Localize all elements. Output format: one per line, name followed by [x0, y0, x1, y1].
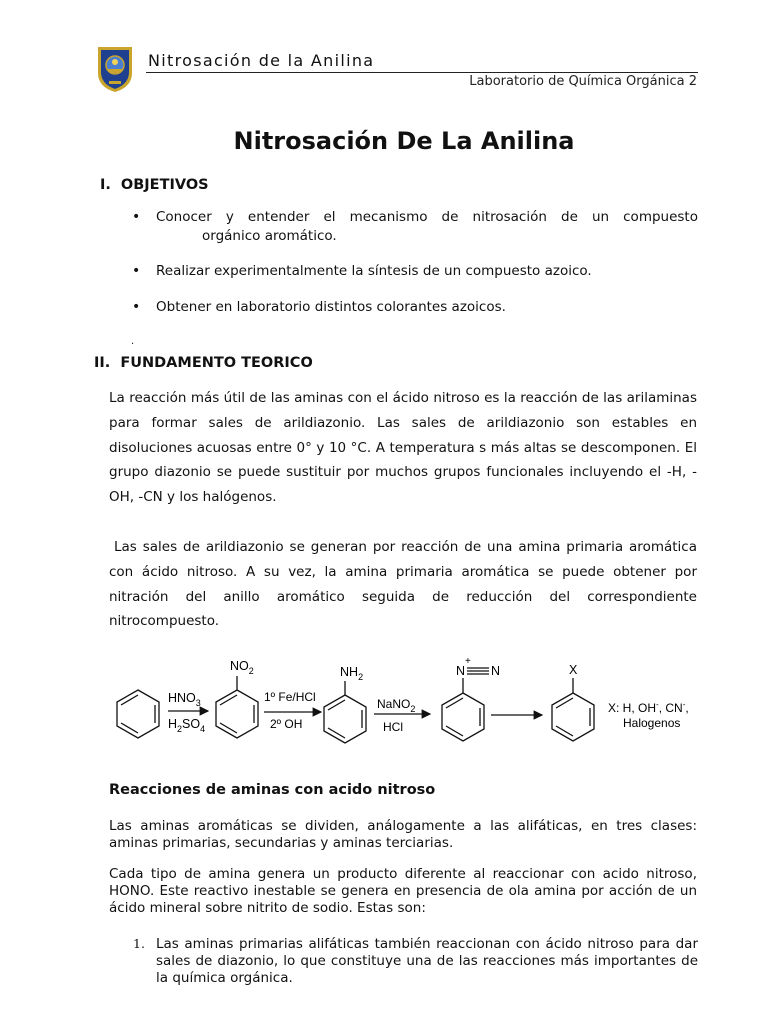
section-title: OBJETIVOS — [120, 177, 209, 193]
section-fundamento-heading — [94, 355, 313, 371]
objectives-list — [130, 208, 698, 317]
benzene-ring — [117, 690, 159, 738]
reagent-label: $HNO_3$ — [168, 691, 201, 708]
stray-dot: . — [131, 336, 135, 347]
university-logo — [96, 43, 134, 93]
substituent-list: X: H, OH-, CN-, — [608, 700, 689, 715]
amine-types-list — [133, 936, 698, 986]
list-item — [133, 936, 698, 986]
reaction-scheme — [104, 652, 704, 752]
reagent-label: HCl — [383, 720, 403, 734]
list-item — [130, 208, 698, 246]
list-number: 1. — [133, 936, 145, 951]
paragraph-2: Las sales de arildiazonio se generan por reacción de una amina primaria aromática con ácido nitroso. A su vez, la amina primaria aromática se puede obtener por nitración del anillo aromático seguida de reducción del correspondiente nitrocompuesto. — [109, 539, 697, 630]
diazonium-charge: + — [465, 656, 471, 667]
section-number: I. — [100, 177, 111, 193]
paragraph-3: Las aminas aromáticas se dividen, análogamente a las alifáticas, en tres clases: aminas primarias, secundarias y aminas terciarias. — [109, 818, 697, 851]
header-divider — [146, 72, 698, 73]
substituent-list-line2: Halogenos — [623, 716, 681, 730]
diazonium-n1: N — [456, 664, 466, 678]
reagent-label: 2º OH — [270, 717, 303, 731]
product-ring — [552, 678, 594, 741]
objective-text: Obtener en laboratorio distintos colorantes azoicos. — [156, 299, 506, 315]
nitrobenzene-ring — [216, 676, 258, 738]
header-subtitle: Laboratorio de Química Orgánica 2 — [469, 74, 697, 89]
substituent-label: X — [569, 663, 578, 677]
list-item — [130, 298, 698, 317]
objective-line-2: orgánico aromático. — [202, 228, 337, 244]
objective-line-1: • Conocer y entender el mecanismo de nitrosación de un compuesto — [156, 209, 698, 225]
list-item — [130, 262, 698, 281]
amine-group-label: $NH_2$ — [340, 665, 364, 682]
subsection-heading: Reacciones de aminas con acido nitroso — [109, 782, 436, 798]
paragraph-1: La reacción más útil de las aminas con el ácido nitroso es la reacción de las arilaminas para formar sales de arildiazonio. Las sales de arildiazonio son estables en disoluciones acuosas entre 0° y 10 °C. A temperatura s más altas se descomponen. El grupo diazonio se puede sustituir por muchos grupos funcionales incluyendo el -H, -OH, -CN y los halógenos. — [109, 390, 697, 506]
section-number: II. — [94, 355, 111, 371]
aniline-ring — [324, 681, 366, 743]
header-title: Nitrosación de la Anilina — [148, 51, 375, 70]
diazonium-ring — [442, 668, 489, 741]
reagent-label: 1º Fe/HCl — [264, 690, 316, 704]
paragraph-4: Cada tipo de amina genera un producto diferente al reaccionar con acido nitroso, HONO. Este reactivo inestable se genera en presencia de ola amina por acción de un ácido mineral sobre nitrito de sodio. Estas son: — [109, 866, 697, 916]
reagent-label: $H_2SO_4$ — [168, 717, 206, 734]
document-title: Nitrosación De La Anilina — [233, 127, 575, 155]
nitro-group-label: $NO_2$ — [230, 659, 254, 676]
objective-text: Realizar experimentalmente la síntesis de un compuesto azoico. — [156, 263, 592, 279]
section-title: FUNDAMENTO TEORICO — [120, 355, 313, 371]
list-text: Las aminas primarias alifáticas también reaccionan con ácido nitroso para dar sales de diazonio, lo que constituye una de las reacciones más importantes de la química orgánica. — [156, 936, 698, 986]
reagent-label: NaNO$_2$ — [377, 697, 416, 714]
diazonium-n2: N — [491, 664, 501, 678]
section-objetivos-heading — [100, 177, 209, 193]
